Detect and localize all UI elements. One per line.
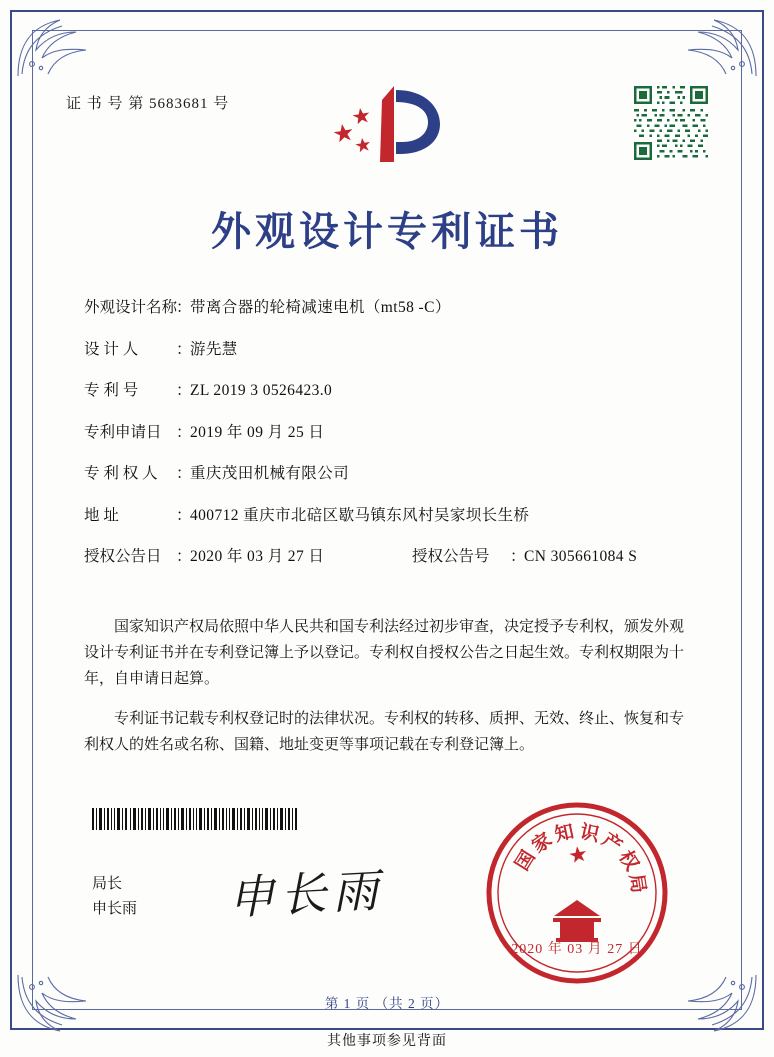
director-label: 局长 [92, 876, 123, 892]
svg-text:国: 国 [510, 846, 540, 875]
footnote: 其他事项参见背面 [327, 1034, 447, 1049]
certificate-fields [84, 298, 684, 589]
paragraph-grant: 国家知识产权局依照中华人民共和国专利法经过初步审查，决定授予专利权，颁发外观设计专利证书并在专利登记簿上予以登记。专利权自授权公告之日起生效。专利权期限为十年，自申请日起算。 [84, 619, 685, 687]
field-colon: ： [176, 465, 192, 482]
svg-text:局: 局 [624, 872, 650, 895]
field-colon: ： [176, 299, 192, 316]
field-value: 重庆茂田机械有限公司 [190, 465, 350, 482]
page-number: 第 1 页 （共 2 页） [324, 996, 450, 1011]
field-value: 2020 年 03 月 27 日 [190, 548, 325, 565]
field-label: 授权公告日 [84, 548, 162, 565]
cnipa-logo-icon [322, 84, 452, 178]
field-value: ZL 2019 3 0526423.0 [190, 382, 333, 399]
svg-text:识: 识 [578, 820, 602, 847]
field-colon-secondary: ： [510, 548, 526, 565]
field-label: 专 利 权 人 [84, 465, 158, 482]
official-seal-icon [484, 800, 670, 986]
field-value-secondary: CN 305661084 S [524, 548, 638, 565]
certificate-number: 证 书 号 第 5683681 号 [66, 96, 230, 112]
seal-date: 2020 年 03 月 27 日 [511, 942, 643, 957]
field-label-secondary: 授权公告号 [412, 548, 490, 565]
field-label: 地 址 [84, 506, 119, 524]
field-value: 400712 重庆市北碚区歇马镇东风村吴家坝长生桥 [190, 506, 530, 524]
handwritten-signature: 申长雨 [226, 862, 386, 926]
field-value: 2019 年 09 月 25 日 [190, 423, 325, 441]
field-colon: ： [176, 506, 192, 524]
field-row-application-date [84, 423, 684, 443]
legal-text [84, 614, 684, 772]
page-title: 外观设计专利证书 [211, 208, 563, 255]
field-colon: ： [176, 382, 192, 399]
field-label: 专 利 号 [84, 382, 139, 399]
barcode-icon [92, 808, 300, 830]
field-colon: ： [176, 340, 192, 358]
field-row-design-name [84, 298, 684, 318]
svg-text:知: 知 [552, 820, 576, 847]
svg-text:产: 产 [597, 828, 627, 858]
svg-text:家: 家 [527, 828, 557, 858]
director-block [92, 872, 137, 922]
field-colon: ： [176, 423, 192, 441]
director-name: 申长雨 [92, 901, 138, 917]
field-row-address [84, 506, 684, 526]
field-label: 专利申请日 [84, 423, 162, 441]
field-row-designer [84, 340, 684, 360]
corner-ornament-icon [16, 16, 90, 78]
corner-ornament-icon [684, 16, 758, 78]
field-row-grant-announcement [84, 547, 684, 567]
field-value: 游先慧 [190, 340, 238, 358]
field-label: 外观设计名称 [84, 299, 178, 316]
field-row-patent-number [84, 381, 684, 401]
paragraph-registry: 专利证书记载专利权登记时的法律状况。专利权的转移、质押、无效、终止、恢复和专利权人的姓名或名称、国籍、地址变更等事项记载在专利登记簿上。 [84, 711, 685, 753]
field-value: 带离合器的轮椅减速电机（mt58 -C） [190, 299, 451, 316]
field-label: 设 计 人 [84, 340, 139, 358]
field-row-patentee [84, 464, 684, 484]
qr-code-icon [634, 86, 708, 160]
svg-text:权: 权 [614, 846, 644, 875]
field-colon: ： [176, 548, 192, 565]
